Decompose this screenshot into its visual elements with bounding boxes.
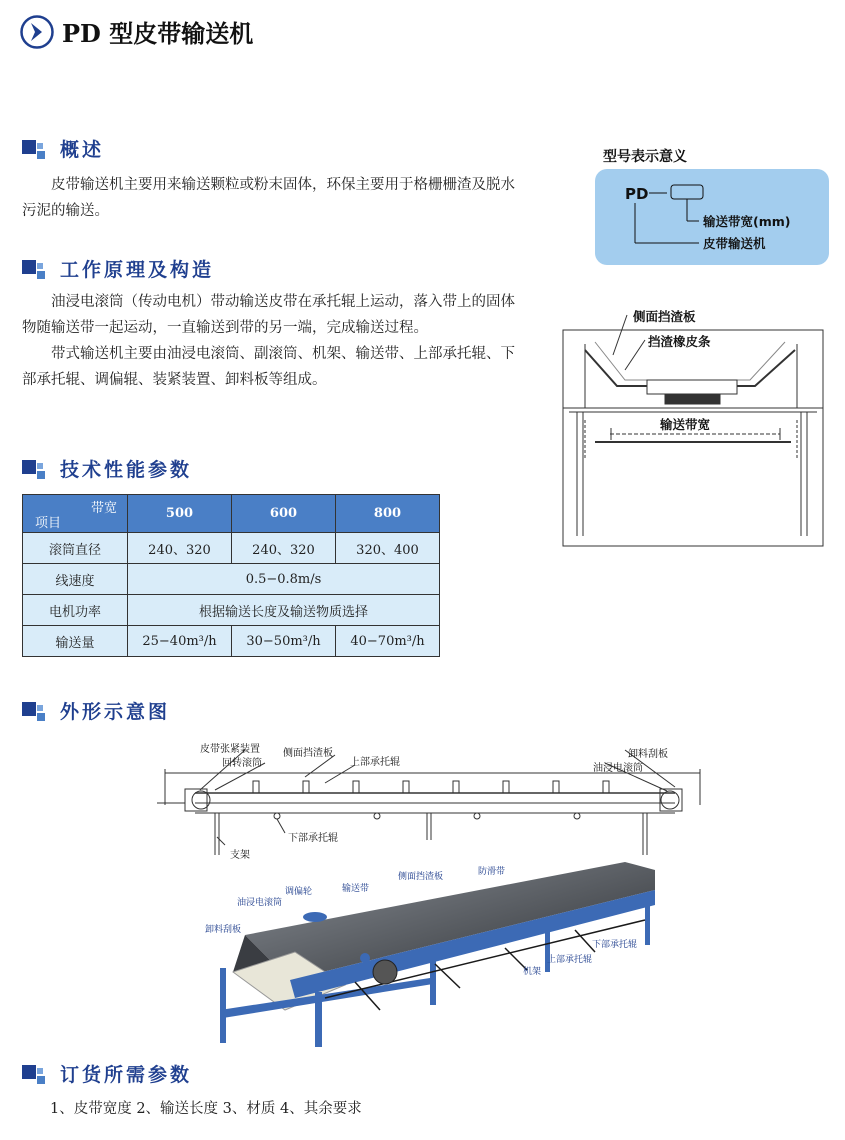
- paragraph: 带式输送机主要由油浸电滚筒、副滚筒、机架、输送带、上部承托辊、下部承托辊、调偏辊、装紧装置、卸料板等组成。: [22, 346, 515, 388]
- table-row: [23, 595, 440, 626]
- photo-label-side-plate: 侧面挡渣板: [398, 872, 444, 882]
- section-heading-order: [22, 1060, 192, 1087]
- section-title: 概述: [60, 139, 105, 161]
- paragraph: 皮带输送机主要用来输送颗粒或粉末固体，环保主要用于格栅栅渣及脱水污泥的输送。: [22, 177, 515, 219]
- label-discharge-plate-view: 卸料刮板: [628, 749, 668, 760]
- chevron-right-icon: [20, 15, 54, 49]
- section-bullet-icon: [22, 138, 48, 160]
- column-header: 600: [232, 495, 336, 533]
- section-heading-principle: [22, 255, 214, 282]
- label-belt-width: 输送带宽: [660, 417, 711, 432]
- column-header: 500: [128, 495, 232, 533]
- table-row: [23, 564, 440, 595]
- section-bullet-icon: [22, 1063, 48, 1085]
- table-cell: 40−70m³/h: [336, 626, 440, 657]
- photo-label-lower-roller: 下部承托辊: [592, 940, 638, 950]
- section-heading-specs: [22, 455, 192, 482]
- overview-text: [22, 172, 522, 224]
- section-bullet-icon: [22, 700, 48, 722]
- table-corner-cell: [23, 495, 128, 533]
- table-header-row: [23, 495, 440, 533]
- section-title: 订货所需参数: [60, 1064, 193, 1086]
- section-title: 外形示意图: [60, 701, 171, 723]
- page-title: PD 型皮带输送机: [62, 19, 254, 48]
- section-heading-overview: [22, 135, 104, 162]
- label-rotating-drum: 回转滚筒: [222, 758, 262, 769]
- model-line2-label: 皮带输送机: [703, 236, 766, 251]
- table-cell: 0.5−0.8m/s: [128, 564, 440, 595]
- column-header: 800: [336, 495, 440, 533]
- page-header: [20, 14, 253, 49]
- label-upper-roller-view: 上部承托辊: [350, 757, 400, 768]
- section-title: 技术性能参数: [60, 459, 193, 481]
- label-electric-drum-view: 油浸电滚筒: [593, 763, 643, 774]
- label-lower-roller-view: 下部承托辊: [288, 833, 338, 844]
- section-title: 工作原理及构造: [60, 259, 215, 281]
- photo-label-anti-slip: 防滑带: [478, 867, 506, 877]
- table-cell: 240、320: [232, 533, 336, 564]
- photo-label-belt: 输送带: [342, 884, 370, 894]
- row-label: 滚筒直径: [23, 533, 128, 564]
- photo-label-discharge-plate: 卸料刮板: [205, 925, 242, 935]
- table-row: [23, 533, 440, 564]
- table-row: [23, 626, 440, 657]
- photo-label-frame: 机架: [523, 967, 542, 977]
- table-cell: 根据输送长度及输送物质选择: [128, 595, 440, 626]
- table-cell: 25−40m³/h: [128, 626, 232, 657]
- photo-label-upper-roller: 上部承托辊: [547, 955, 593, 965]
- photo-label-deflect-roller: 调偏轮: [285, 887, 313, 897]
- model-meaning-box: [595, 169, 829, 265]
- label-side-plate-view: 侧面挡渣板: [283, 748, 333, 759]
- section-bullet-icon: [22, 258, 48, 280]
- paragraph: 油浸电滚筒（传动电机）带动输送皮带在承托辊上运动，落入带上的固体物随输送带一起运动，一直输送到带的另一端，完成输送过程。: [22, 294, 515, 336]
- table-cell: 30−50m³/h: [232, 626, 336, 657]
- label-side-plate: 侧面挡渣板: [633, 309, 696, 324]
- table-cell: 240、320: [128, 533, 232, 564]
- model-line1-label: 输送带宽(mm): [703, 214, 791, 229]
- order-requirements-text: 1、皮带宽度 2、输送长度 3、材质 4、其余要求: [50, 1101, 362, 1117]
- principle-text: [22, 289, 522, 393]
- section-heading-outline: [22, 697, 170, 724]
- corner-bottom-label: 项目: [35, 516, 62, 531]
- spec-table: [22, 494, 440, 657]
- label-rubber-strip: 挡渣橡皮条: [648, 334, 711, 349]
- row-label: 电机功率: [23, 595, 128, 626]
- corner-top-label: 带宽: [90, 501, 117, 516]
- photo-label-electric-drum: 油浸电滚筒: [237, 898, 283, 908]
- section-bullet-icon: [22, 458, 48, 480]
- row-label: 输送量: [23, 626, 128, 657]
- label-support: 支架: [230, 850, 250, 861]
- table-cell: 320、400: [336, 533, 440, 564]
- model-meaning-title: 型号表示意义: [603, 149, 687, 165]
- row-label: 线速度: [23, 564, 128, 595]
- label-tensioner: 皮带张紧装置: [200, 744, 260, 755]
- model-prefix: PD: [625, 185, 649, 203]
